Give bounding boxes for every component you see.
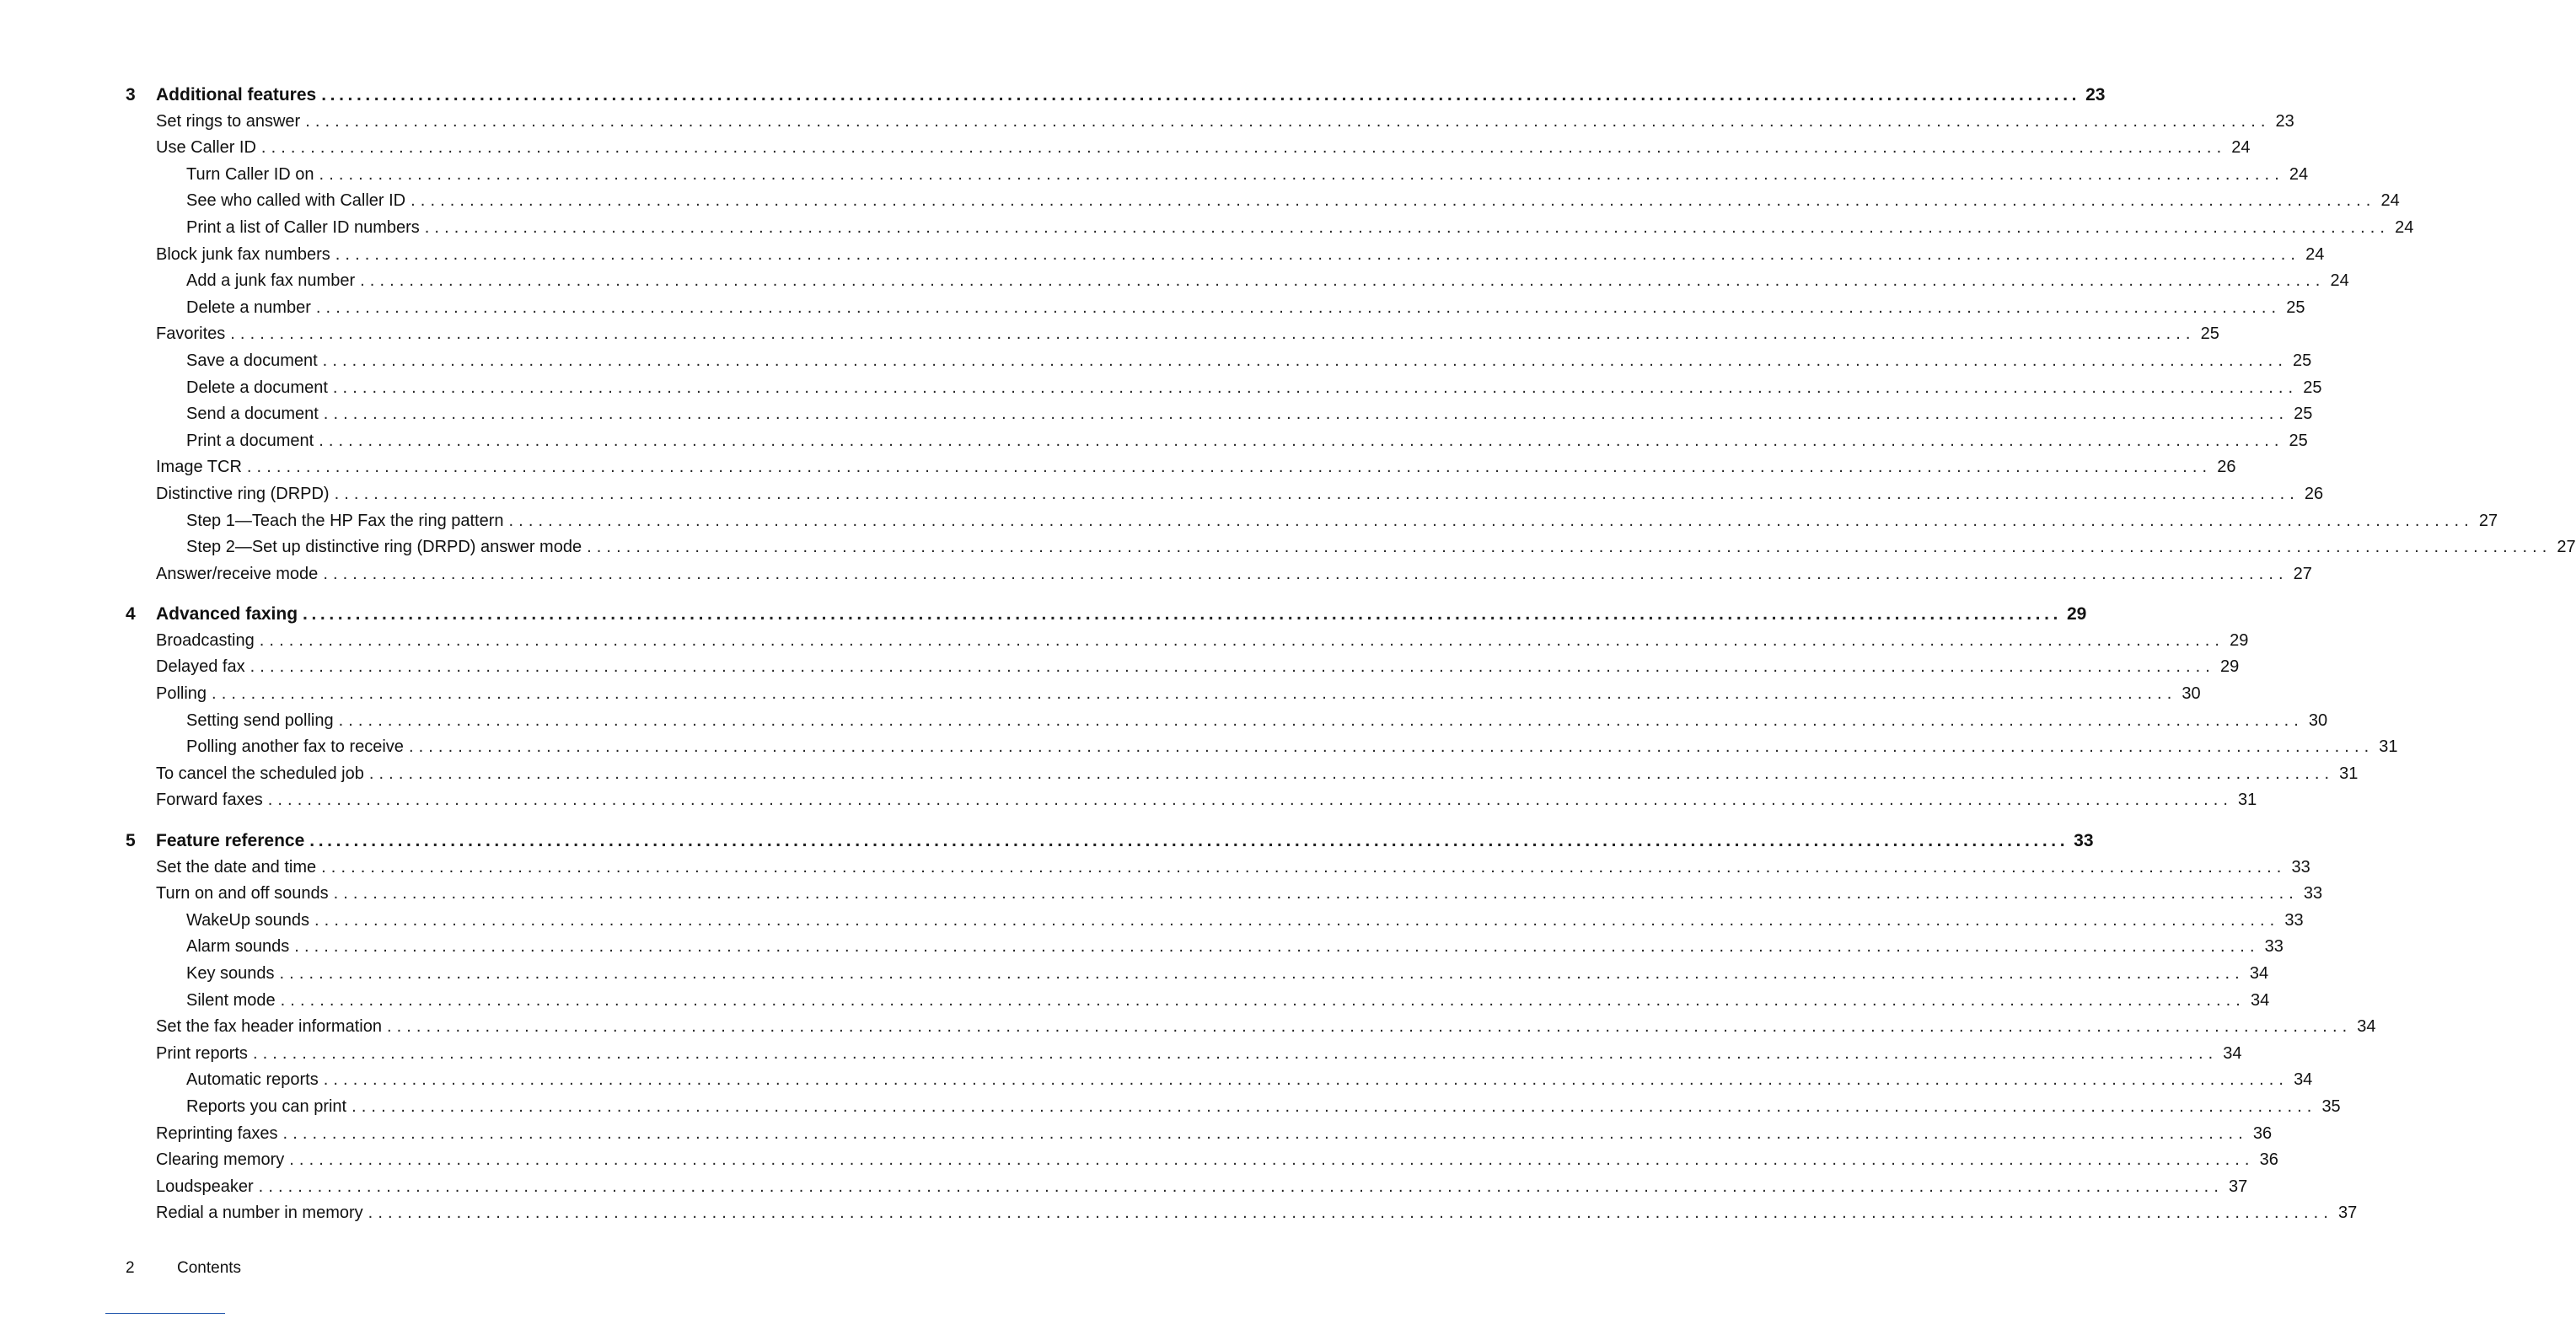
entry-page-number: 24 xyxy=(2231,138,2251,158)
dot-leader: ........................................................................................................................................................................................................ xyxy=(212,684,2177,704)
toc-section-row[interactable] xyxy=(0,654,2240,681)
entry-page-number: 33 xyxy=(2291,857,2310,877)
entry-page-number: 24 xyxy=(2395,217,2414,237)
toc-line xyxy=(156,135,2251,162)
toc-line xyxy=(156,454,2236,481)
entry-title[interactable]: Set the fax header information xyxy=(156,1017,382,1037)
dot-leader: ........................................................................................................................................................................................................ xyxy=(334,484,2300,503)
entry-title[interactable]: Set rings to answer xyxy=(156,111,301,131)
dot-leader: ........................................................................................................................................................................................................ xyxy=(246,458,2213,477)
footer-rule xyxy=(105,1313,225,1314)
entry-title[interactable]: Setting send polling xyxy=(186,710,334,730)
entry-title[interactable]: Forward faxes xyxy=(156,791,263,810)
toc-line xyxy=(186,188,2400,215)
entry-page-number: 34 xyxy=(2249,964,2269,983)
toc-section-row[interactable] xyxy=(0,561,2312,588)
dot-leader: ........................................................................................................................................................................................................ xyxy=(424,217,2391,237)
entry-page-number: 27 xyxy=(2478,511,2498,530)
entry-title[interactable]: Clearing memory xyxy=(156,1150,285,1170)
entry-title[interactable]: Step 2—Set up distinctive ring (DRPD) answer mode xyxy=(186,538,582,557)
toc-line xyxy=(186,295,2305,322)
entry-page-number: 34 xyxy=(2250,990,2270,1010)
entry-title[interactable]: Block junk fax numbers xyxy=(156,244,330,264)
dot-leader: ........................................................................................................................................................................................................ xyxy=(282,1123,2248,1143)
toc-section-row[interactable] xyxy=(0,855,2310,882)
entry-title[interactable]: To cancel the scheduled job xyxy=(156,764,364,783)
toc-subsection-row[interactable] xyxy=(0,268,2349,295)
toc-line xyxy=(156,1200,2358,1227)
chapter-page-number: 29 xyxy=(2066,604,2087,625)
dot-leader: ........................................................................................................................................................................................................ xyxy=(289,1150,2255,1170)
entry-page-number: 26 xyxy=(2304,484,2324,503)
entry-title[interactable]: Step 1—Teach the HP Fax the ring pattern xyxy=(186,511,504,530)
toc-line xyxy=(186,708,2328,735)
entry-page-number: 36 xyxy=(2252,1123,2273,1143)
entry-title[interactable]: Send a document xyxy=(186,405,319,424)
entry-title[interactable]: Silent mode xyxy=(186,990,276,1010)
entry-title[interactable]: Add a junk fax number xyxy=(186,271,356,291)
toc-line xyxy=(186,401,2313,428)
toc-line xyxy=(156,881,2323,908)
entry-title[interactable]: Reprinting faxes xyxy=(156,1123,278,1143)
dot-leader: ........................................................................................................................................................................................................ xyxy=(280,990,2246,1010)
toc-subsection-row[interactable] xyxy=(0,1067,2313,1094)
toc-line xyxy=(156,654,2240,681)
toc-subsection-row[interactable] xyxy=(0,215,2414,242)
toc-section-row[interactable] xyxy=(0,481,2324,508)
entry-page-number: 33 xyxy=(2284,910,2304,930)
toc-subsection-row[interactable] xyxy=(0,908,2304,935)
dot-leader: ........................................................................................................................................................................................................ xyxy=(260,138,2227,158)
dot-leader: ........................................................................................................................................................................................................ xyxy=(250,657,2215,677)
toc-line xyxy=(186,734,2398,761)
toc-section-row[interactable] xyxy=(0,681,2201,708)
entry-title[interactable]: Print a list of Caller ID numbers xyxy=(186,217,420,237)
toc-line xyxy=(186,934,2284,961)
toc-line xyxy=(186,348,2312,375)
entry-title[interactable]: Answer/receive mode xyxy=(156,564,319,583)
toc-subsection-row[interactable] xyxy=(0,508,2498,535)
dot-leader: ........................................................................................................................................................................................................ xyxy=(315,298,2282,317)
entry-page-number: 24 xyxy=(2380,191,2400,211)
entry-page-number: 34 xyxy=(2357,1017,2376,1037)
dot-leader: ........................................................................................................................................................................................................ xyxy=(323,405,2289,424)
toc-section-row[interactable] xyxy=(0,787,2257,814)
entry-page-number: 31 xyxy=(2238,791,2257,810)
entry-page-number: 25 xyxy=(2289,431,2308,450)
entry-page-number: 27 xyxy=(2557,538,2576,557)
toc-subsection-row[interactable] xyxy=(0,708,2328,735)
toc-line xyxy=(186,988,2270,1015)
entry-title[interactable]: Alarm sounds xyxy=(186,937,290,957)
dot-leader: ........................................................................................................................................................................................................ xyxy=(305,111,2271,131)
toc-subsection-row[interactable] xyxy=(0,961,2269,988)
dot-leader: ........................................................................................................................................................................................................ xyxy=(332,378,2299,397)
toc-line xyxy=(186,908,2304,935)
dot-leader: ........................................................................................................................................................................................................ xyxy=(230,324,2196,344)
entry-title[interactable]: Distinctive ring (DRPD) xyxy=(156,484,330,503)
entry-title[interactable]: Reports you can print xyxy=(186,1096,347,1116)
dot-leader: ........................................................................................................................................................................................................ xyxy=(259,630,2225,650)
toc-section-row[interactable] xyxy=(0,454,2236,481)
toc-section-row[interactable] xyxy=(0,1147,2278,1174)
entry-title[interactable]: Broadcasting xyxy=(156,630,255,650)
toc-chapter-row[interactable] xyxy=(0,828,2094,855)
toc-line xyxy=(156,628,2249,655)
entry-page-number: 24 xyxy=(2305,244,2325,264)
chapter-title[interactable]: Feature reference xyxy=(156,831,305,851)
entry-title[interactable]: Automatic reports xyxy=(186,1070,319,1090)
dot-leader: ........................................................................................................................................................................................................ xyxy=(333,884,2299,903)
chapter-page-number: 23 xyxy=(2085,85,2106,105)
toc-line xyxy=(156,787,2257,814)
chapter-title[interactable]: Advanced faxing xyxy=(156,604,298,625)
dot-leader: ........................................................................................................................................................................................................ xyxy=(314,910,2280,930)
toc-section-row[interactable] xyxy=(0,1200,2358,1227)
toc-line xyxy=(156,481,2324,508)
toc-section-row[interactable] xyxy=(0,109,2294,136)
entry-title[interactable]: Image TCR xyxy=(156,458,242,477)
entry-title[interactable]: Polling xyxy=(156,684,207,704)
toc-section-row[interactable] xyxy=(0,881,2323,908)
toc-section-row[interactable] xyxy=(0,1121,2273,1148)
chapter-title[interactable]: Additional features xyxy=(156,85,317,105)
entry-title[interactable]: Delete a number xyxy=(186,298,311,317)
entry-title[interactable]: Use Caller ID xyxy=(156,138,256,158)
toc-subsection-row[interactable] xyxy=(0,188,2400,215)
dot-leader: ........................................................................................................................................................................................................ xyxy=(319,431,2284,450)
dot-leader: ........................................................................................................................................................................................................ xyxy=(352,1096,2317,1116)
entry-page-number: 34 xyxy=(2294,1070,2313,1090)
toc-section-row[interactable] xyxy=(0,1174,2248,1201)
dot-leader: ........................................................................................................................................................................................................ xyxy=(360,271,2326,291)
toc-line xyxy=(186,1067,2313,1094)
toc-line xyxy=(156,855,2310,882)
entry-page-number: 24 xyxy=(2330,271,2349,291)
toc-line xyxy=(186,534,2576,561)
toc-section-row[interactable] xyxy=(0,135,2251,162)
entry-page-number: 35 xyxy=(2321,1096,2341,1116)
entry-title[interactable]: WakeUp sounds xyxy=(186,910,309,930)
dot-leader: ........................................................................................................................................................................................................ xyxy=(368,1204,2333,1223)
entry-title[interactable]: Delete a document xyxy=(186,378,328,397)
toc-chapter-row[interactable] xyxy=(0,601,2087,628)
entry-page-number: 30 xyxy=(2182,684,2201,704)
toc-line xyxy=(186,215,2414,242)
entry-page-number: 25 xyxy=(2286,298,2305,317)
entry-page-number: 29 xyxy=(2219,657,2240,677)
entry-title[interactable]: Key sounds xyxy=(186,964,275,983)
toc-subsection-row[interactable] xyxy=(0,428,2308,455)
dot-leader: ........................................................................................................................................................................................................ xyxy=(279,964,2245,983)
entry-page-number: 37 xyxy=(2228,1177,2248,1196)
entry-title[interactable]: Turn on and off sounds xyxy=(156,884,329,903)
toc-subsection-row[interactable] xyxy=(0,734,2398,761)
toc-line xyxy=(186,1094,2341,1121)
toc-section-row[interactable] xyxy=(0,628,2249,655)
toc-subsection-row[interactable] xyxy=(0,934,2284,961)
toc-line xyxy=(186,961,2269,988)
toc-line xyxy=(156,1147,2278,1174)
entry-title[interactable]: Print a document xyxy=(186,431,314,450)
entry-page-number: 30 xyxy=(2308,710,2328,730)
toc-chapter-row[interactable] xyxy=(0,82,2106,109)
dot-leader: ........................................................................................................................................................................................................ xyxy=(408,737,2375,757)
entry-page-number: 25 xyxy=(2294,405,2313,424)
toc-line xyxy=(156,681,2201,708)
dot-leader: ........................................................................................................................................................................................................ xyxy=(267,791,2234,810)
entry-page-number: 33 xyxy=(2264,937,2284,957)
dot-leader: ........................................................................................................................................................................................................ xyxy=(587,538,2552,557)
dot-leader: ........................................................................................................................................................................................................ xyxy=(321,85,2081,105)
toc-subsection-row[interactable] xyxy=(0,534,2576,561)
dot-leader: ........................................................................................................................................................................................................ xyxy=(411,191,2376,211)
toc-subsection-row[interactable] xyxy=(0,375,2322,402)
toc-subsection-row[interactable] xyxy=(0,401,2313,428)
dot-leader: ........................................................................................................................................................................................................ xyxy=(294,937,2260,957)
toc-section-row[interactable] xyxy=(0,242,2325,269)
footer-section-label: Contents xyxy=(177,1259,242,1277)
toc-line xyxy=(156,601,2087,628)
toc-line xyxy=(156,109,2294,136)
toc-line xyxy=(186,268,2349,295)
entry-page-number: 23 xyxy=(2275,111,2294,131)
toc-section-row[interactable] xyxy=(0,761,2359,788)
toc-line xyxy=(156,1174,2248,1201)
dot-leader: ........................................................................................................................................................................................................ xyxy=(322,351,2288,370)
chapter-page-number: 33 xyxy=(2074,831,2094,851)
chapter-number: 4 xyxy=(126,604,136,625)
entry-page-number: 29 xyxy=(2230,630,2249,650)
dot-leader: ........................................................................................................................................................................................................ xyxy=(323,564,2289,583)
entry-title[interactable]: Turn Caller ID on xyxy=(186,164,314,184)
entry-page-number: 25 xyxy=(2200,324,2219,344)
toc-line xyxy=(156,321,2219,348)
dot-leader: ........................................................................................................................................................................................................ xyxy=(508,511,2474,530)
table-of-contents xyxy=(0,82,2576,1227)
dot-leader: ........................................................................................................................................................................................................ xyxy=(368,764,2335,783)
toc-subsection-row[interactable] xyxy=(0,348,2312,375)
toc-line xyxy=(186,508,2498,535)
toc-line xyxy=(186,162,2309,189)
toc-section-row[interactable] xyxy=(0,1041,2242,1068)
entry-page-number: 36 xyxy=(2259,1150,2278,1170)
toc-line xyxy=(156,1121,2273,1148)
entry-page-number: 25 xyxy=(2303,378,2322,397)
dot-leader: ........................................................................................................................................................................................................ xyxy=(258,1177,2224,1196)
entry-page-number: 31 xyxy=(2379,737,2398,757)
toc-subsection-row[interactable] xyxy=(0,1094,2341,1121)
dot-leader: ........................................................................................................................................................................................................ xyxy=(252,1043,2219,1063)
toc-line xyxy=(156,761,2359,788)
toc-subsection-row[interactable] xyxy=(0,295,2305,322)
entry-page-number: 33 xyxy=(2303,884,2323,903)
dot-leader: ........................................................................................................................................................................................................ xyxy=(323,1070,2289,1090)
toc-line xyxy=(156,82,2106,109)
entry-page-number: 31 xyxy=(2339,764,2359,783)
footer-page-number: 2 xyxy=(126,1259,135,1277)
chapter-number: 3 xyxy=(126,85,136,105)
dot-leader: ........................................................................................................................................................................................................ xyxy=(309,831,2069,851)
entry-title[interactable]: Save a document xyxy=(186,351,318,370)
entry-title[interactable]: Delayed fax xyxy=(156,657,245,677)
chapter-number: 5 xyxy=(126,831,136,851)
dot-leader: ........................................................................................................................................................................................................ xyxy=(335,244,2301,264)
toc-line xyxy=(186,428,2308,455)
toc-section-row[interactable] xyxy=(0,1014,2376,1041)
entry-title[interactable]: Print reports xyxy=(156,1043,248,1063)
entry-page-number: 26 xyxy=(2217,458,2236,477)
toc-section-row[interactable] xyxy=(0,321,2219,348)
dot-leader: ........................................................................................................................................................................................................ xyxy=(319,164,2284,184)
entry-page-number: 37 xyxy=(2337,1204,2358,1223)
entry-page-number: 34 xyxy=(2223,1043,2242,1063)
toc-subsection-row[interactable] xyxy=(0,988,2270,1015)
dot-leader: ........................................................................................................................................................................................................ xyxy=(338,710,2304,730)
toc-line xyxy=(156,828,2094,855)
toc-line xyxy=(156,1041,2242,1068)
entry-title[interactable]: Set the date and time xyxy=(156,857,317,877)
toc-line xyxy=(156,1014,2376,1041)
entry-page-number: 25 xyxy=(2292,351,2312,370)
dot-leader: ........................................................................................................................................................................................................ xyxy=(303,604,2062,625)
entry-title[interactable]: Polling another fax to receive xyxy=(186,737,404,757)
entry-page-number: 24 xyxy=(2289,164,2309,184)
entry-title[interactable]: Loudspeaker xyxy=(156,1177,254,1196)
toc-line xyxy=(156,561,2312,588)
toc-line xyxy=(186,375,2322,402)
dot-leader: ........................................................................................................................................................................................................ xyxy=(321,857,2287,877)
dot-leader: ........................................................................................................................................................................................................ xyxy=(386,1017,2353,1037)
entry-page-number: 27 xyxy=(2293,564,2312,583)
entry-title[interactable]: Redial a number in memory xyxy=(156,1204,363,1223)
toc-subsection-row[interactable] xyxy=(0,162,2309,189)
entry-title[interactable]: Favorites xyxy=(156,324,226,344)
toc-line xyxy=(156,242,2325,269)
entry-title[interactable]: See who called with Caller ID xyxy=(186,191,406,211)
